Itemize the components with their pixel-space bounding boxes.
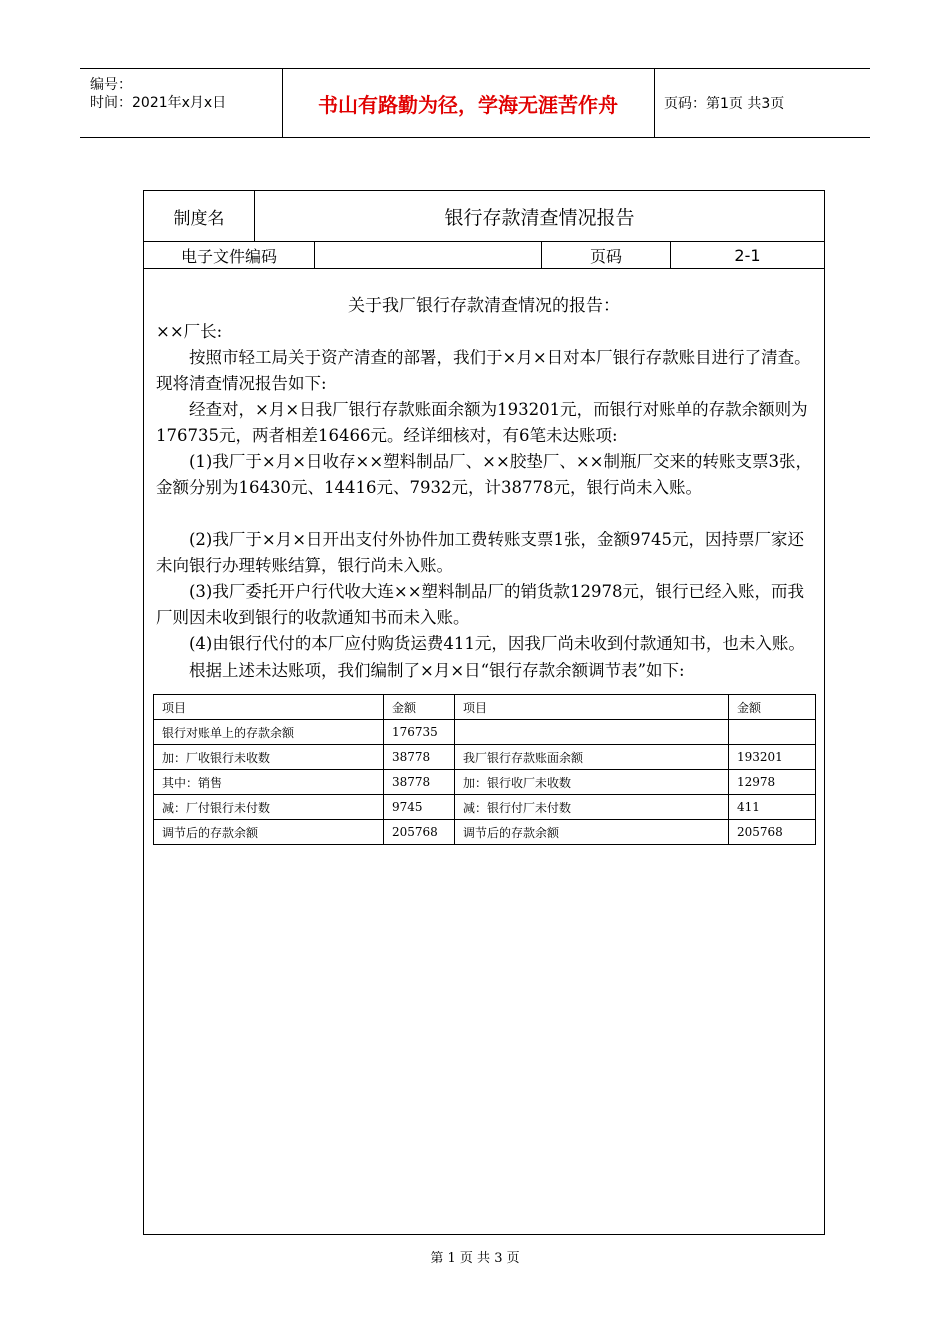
table-cell: 调节后的存款余额 [154, 820, 384, 845]
table-cell: 调节后的存款余额 [455, 820, 729, 845]
report-paragraph: (4)由银行代付的本厂应付购货运费411元，因我厂尚未收到付款通知书，也未入账。 [189, 634, 805, 653]
table-cell: 减：银行付厂未付数 [455, 795, 729, 820]
report-paragraph: (1)我厂于×月×日收存××塑料制品厂、××胶垫厂、××制瓶厂交来的转账支票3张，金额分别为16430元、14416元、7932元，计38778元，银行尚未入账。 [156, 452, 812, 497]
page-header [80, 68, 870, 138]
table-row [154, 820, 816, 845]
table-cell: 205768 [384, 820, 455, 845]
table-cell: 205768 [729, 820, 816, 845]
table-cell: 银行对账单上的存款余额 [154, 720, 384, 745]
page-footer: 第 1 页 共 3 页 [430, 1251, 520, 1266]
reconciliation-table [153, 694, 816, 845]
table-cell: 12978 [729, 770, 816, 795]
table-cell: 38778 [384, 770, 455, 795]
file-code-row [144, 242, 824, 269]
page-value: 2-1 [734, 245, 761, 265]
number-label: 编号： [90, 77, 132, 93]
table-cell: 加：银行收厂未收数 [455, 770, 729, 795]
table-row [154, 770, 816, 795]
header-page-info: 页码：第1页 共3页 [664, 96, 785, 112]
time-label: 时间：2021年x月x日 [90, 95, 227, 111]
table-cell: 减：厂付银行未付数 [154, 795, 384, 820]
report-paragraph: 经查对，×月×日我厂银行存款账面余额为193201元，而银行对账单的存款余额则为176735元，两者相差16466元。经详细核对，有6笔未达账项: [156, 400, 808, 445]
table-cell: 金额 [729, 695, 816, 720]
header-meta [80, 69, 283, 137]
table-cell: 9745 [384, 795, 455, 820]
table-cell: 其中：销售 [154, 770, 384, 795]
header-motto: 书山有路勤为径，学海无涯苦作舟 [282, 69, 655, 137]
file-code-value [315, 242, 542, 268]
file-code-label: 电子文件编码 [144, 242, 315, 268]
table-cell: 38778 [384, 745, 455, 770]
system-name-value: 银行存款清查情况报告 [444, 206, 635, 229]
table-cell: 我厂银行存款账面余额 [455, 745, 729, 770]
table-cell [455, 720, 729, 745]
table-header-row [154, 695, 816, 720]
report-paragraph: 按照市轻工局关于资产清查的部署，我们于×月×日对本厂银行存款账目进行了清查。现将清查情况报告如下: [156, 348, 811, 393]
report-paragraph: 根据上述未达账项，我们编制了×月×日“银行存款余额调节表”如下: [189, 661, 685, 680]
system-name-label: 制度名 [144, 191, 255, 241]
report-paragraph: (3)我厂委托开户行代收大连××塑料制品厂的销货款12978元，银行已经入账，而我厂则因未收到银行的收款通知书而未入账。 [156, 582, 805, 627]
table-cell: 项目 [154, 695, 384, 720]
table-cell: 411 [729, 795, 816, 820]
table-row [154, 745, 816, 770]
report-paragraph: (2)我厂于×月×日开出支付外协件加工费转账支票1张，金额9745元，因持票厂家还未向银行办理转账结算，银行尚未入账。 [156, 530, 805, 575]
report-title: 关于我厂银行存款清查情况的报告： [348, 296, 620, 316]
document-frame [143, 190, 825, 1235]
system-name-row [144, 191, 824, 242]
table-row [154, 795, 816, 820]
table-cell: 176735 [384, 720, 455, 745]
table-cell: 项目 [455, 695, 729, 720]
table-cell: 金额 [384, 695, 455, 720]
page-label: 页码 [542, 242, 671, 268]
table-row [154, 720, 816, 745]
table-cell: 加：厂收银行未收数 [154, 745, 384, 770]
report-salutation: ××厂长: [156, 322, 223, 341]
table-cell [729, 720, 816, 745]
table-cell: 193201 [729, 745, 816, 770]
